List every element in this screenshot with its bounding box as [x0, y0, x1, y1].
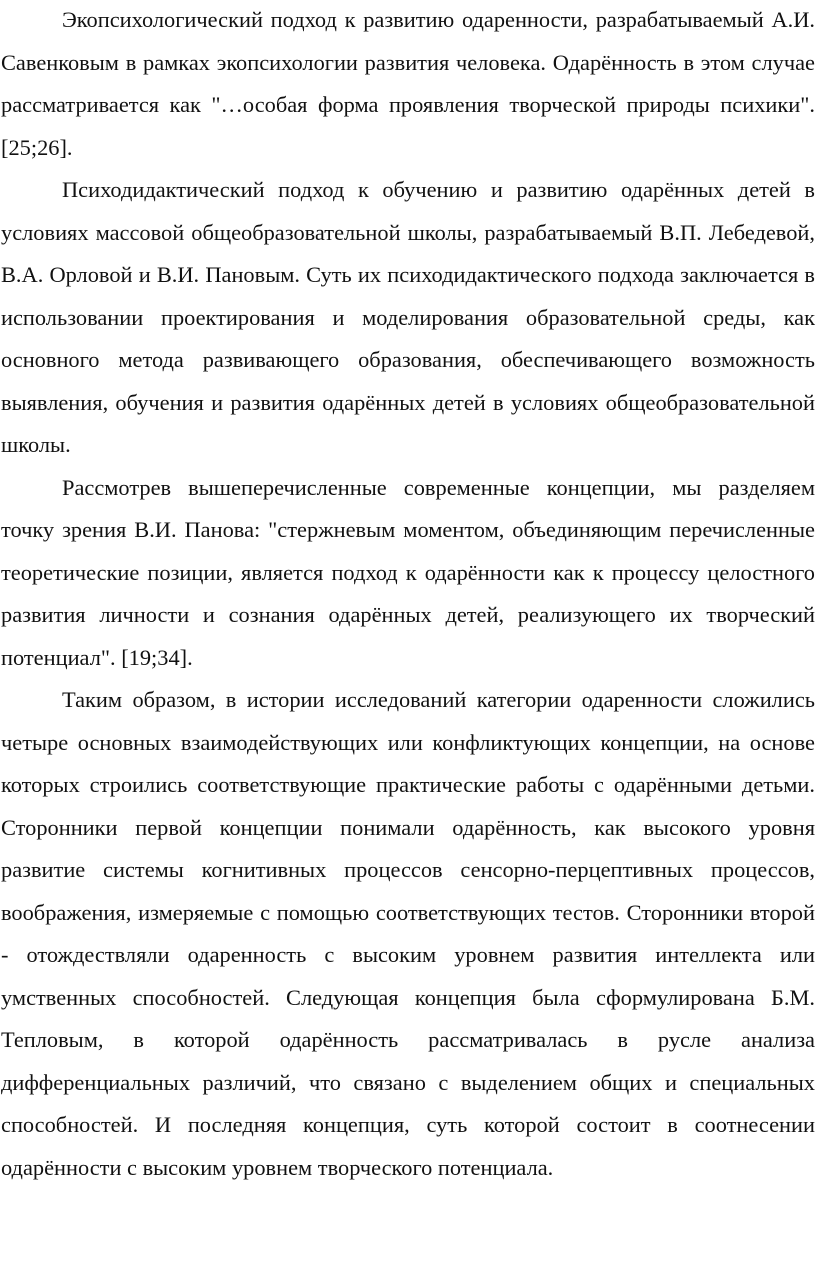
paragraph-four-concepts: Таким образом, в истории исследований категории одаренности сложились четыре основных взаимодействующих или конфликтующих концепции, на основе которых строились соответствующие практические работы с одарёнными детьми. Сторонники первой концепции понимали одарённость, как высокого уровня развитие системы когнитивных процессов сенсорно-перцептивных процессов, воображения, измеряемые с помощью соответствующих тестов. Сторонники второй - отождествляли одаренность с высоким уровнем развития интеллекта или умственных способностей. Следующая концепция была сформулирована Б.М. Тепловым, в которой одарённость рассматривалась в русле анализа дифференциальных различий, что связано с выделением общих и специальных способностей. И последняя концепция, суть которой состоит в соотнесении одарённости с высоким уровнем творческого потенциала.	[1, 687, 815, 1180]
paragraph-ecopsychological-approach: Экопсихологический подход к развитию одаренности, разрабатываемый А.И. Савенковым в рамках экопсихологии развития человека. Одарённость в этом случае рассматривается как "…особая форма проявления творческой природы психики". [25;26].	[1, 7, 815, 160]
paragraph-psychodidactic-approach: Психодидактический подход к обучению и развитию одарённых детей в условиях массовой общеобразовательной школы, разрабатываемый В.П. Лебедевой, В.А. Орловой и В.И. Пановым. Суть их психодидактического подхода заключается в использовании проектирования и моделирования образовательной среды, как основного метода развивающего образования, обеспечивающего возможность выявления, обучения и развития одарённых детей в условиях общеобразовательной школы.	[1, 177, 815, 457]
paragraph-panov-quote: Рассмотрев вышеперечисленные современные концепции, мы разделяем точку зрения В.И. Панова: "стержневым моментом, объединяющим перечисленные теоретические позиции, является подход к одарённости как к процессу целостного развития личности и сознания одарённых детей, реализующего их творческий потенциал". [19;34].	[1, 474, 815, 670]
